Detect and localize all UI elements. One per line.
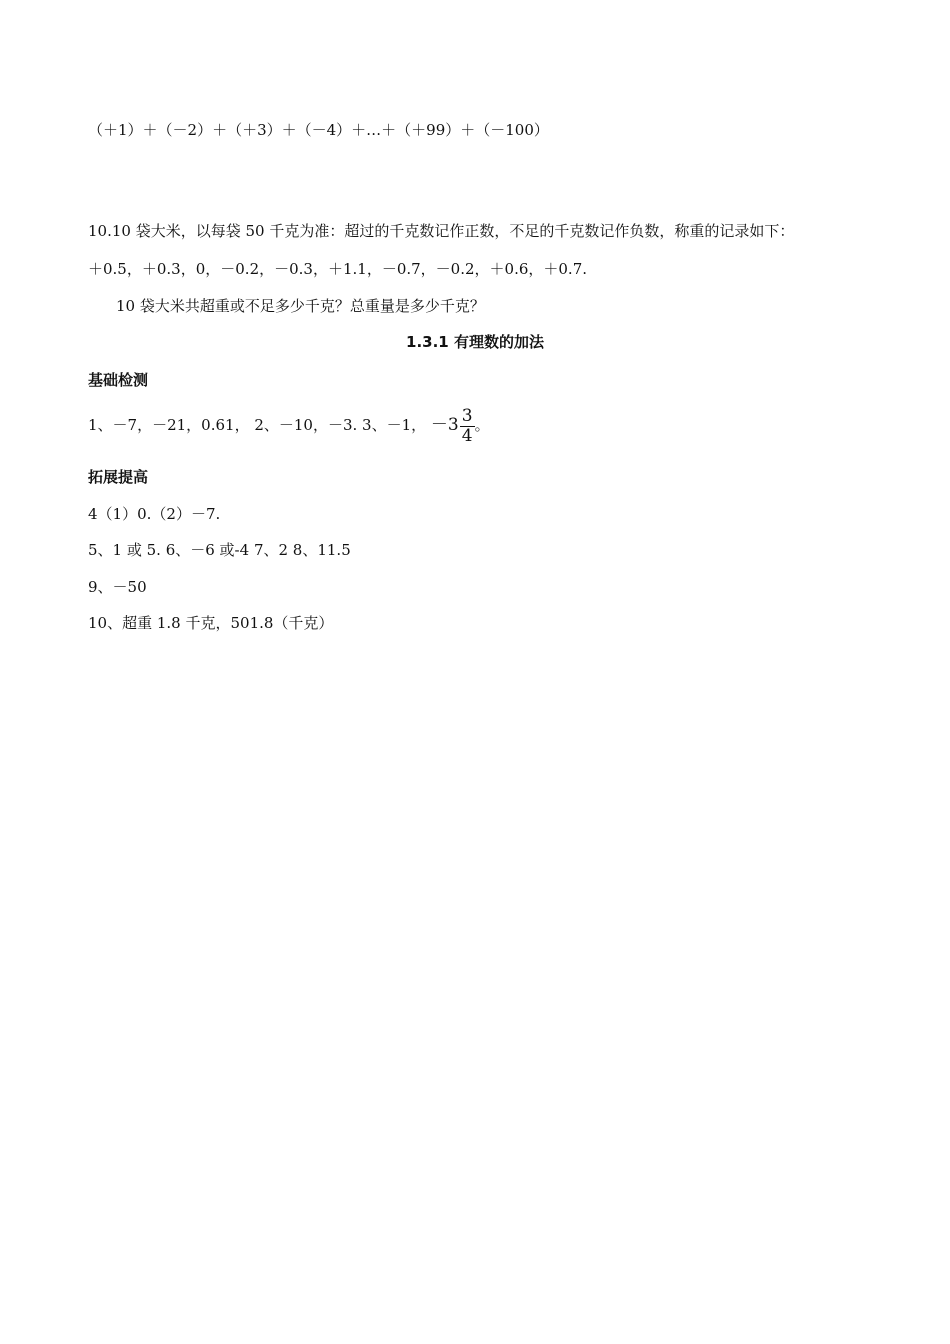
fraction-denominator: 4: [461, 425, 473, 446]
basic-heading: 基础检测: [88, 371, 149, 389]
answer-9: 9、－50: [88, 578, 147, 596]
problem-10-question: 10 袋大米共超重或不足多少千克？总重量是多少千克？: [116, 297, 485, 315]
fraction-numerator: 3: [461, 405, 473, 426]
answer-4: 4（1）0.（2）－7.: [88, 505, 221, 523]
answer-1-line: [88, 405, 490, 446]
answer-1-text: 1、－7，－21，0.61， 2、－10，－3. 3、－1，: [88, 416, 427, 434]
section-title: 1.3.1 有理数的加法: [406, 333, 544, 351]
problem-10-records: ＋0.5，＋0.3，0，－0.2，－0.3，＋1.1，－0.7，－0.2，＋0.6，＋0.7.: [88, 260, 588, 278]
answer-10: 10、超重 1.8 千克，501.8（千克）: [88, 614, 334, 632]
expression-line: （＋1）＋（－2）＋（＋3）＋（－4）＋…＋（＋99）＋（－100）: [88, 121, 549, 139]
answer-5-8: 5、1 或 5. 6、－6 或-4 7、2 8、11.5: [88, 541, 351, 559]
mixed-number-whole: －3: [430, 415, 459, 435]
fraction: [460, 407, 475, 446]
answer-1-suffix: 。: [474, 416, 490, 434]
problem-10-statement: 10.10 袋大米，以每袋 50 千克为准：超过的千克数记作正数，不足的千克数记作负数，称重的记录如下：: [88, 222, 795, 240]
extension-heading: 拓展提高: [88, 468, 149, 486]
